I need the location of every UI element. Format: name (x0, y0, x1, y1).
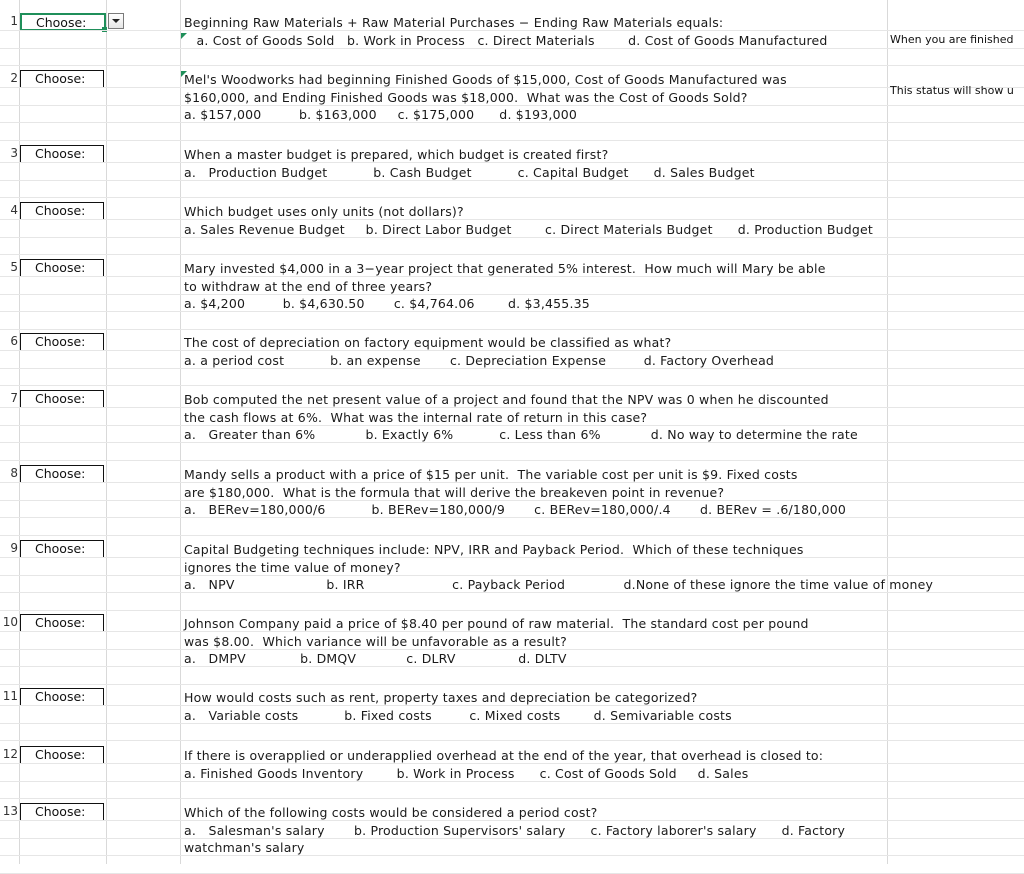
grid-line (0, 684, 1024, 685)
grid-line (0, 517, 1024, 518)
grid-line (0, 763, 1024, 764)
question-line: a. a period cost b. an expense c. Depreciation Expense d. Factory Overhead (184, 352, 775, 368)
question-text (184, 203, 896, 238)
grid-line (0, 162, 1024, 163)
grid-line (0, 311, 1024, 312)
answer-dropdown[interactable]: Choose: (20, 202, 104, 220)
row-number: 2 (10, 71, 18, 85)
grid-line (0, 592, 1024, 593)
grid-line (0, 838, 1024, 839)
answer-dropdown[interactable]: Choose: (20, 333, 104, 351)
grid-line (0, 575, 1024, 576)
question-line: the cash flows at 6%. What was the internal rate of return in this case? (184, 409, 648, 425)
grid-line (0, 254, 1024, 255)
question-prompt-line: Bob computed the net present value of a project and found that the NPV was 0 when he discounted (184, 392, 829, 407)
question-text (184, 334, 896, 369)
question-line: a. Sales Revenue Budget b. Direct Labor Budget c. Direct Materials Budget d. Production Budget (184, 221, 874, 237)
grid-line (0, 350, 1024, 351)
question-prompt-line: Beginning Raw Materials + Raw Material Purchases − Ending Raw Materials equals: (184, 15, 724, 30)
grid-line (0, 48, 1024, 49)
answer-dropdown[interactable]: Choose: (20, 70, 104, 88)
question-text (184, 689, 896, 724)
grid-line (0, 237, 1024, 238)
question-line: $160,000, and Ending Finished Goods was $18,000. What was the Cost of Goods Sold? (184, 89, 748, 105)
grid-line (0, 105, 1024, 106)
comment-indicator-icon[interactable] (181, 33, 187, 39)
grid-line (0, 180, 1024, 181)
grid-line (0, 631, 1024, 632)
answer-dropdown[interactable]: Choose: (20, 259, 104, 277)
grid-line (0, 798, 1024, 799)
question-line: a. Greater than 6% b. Exactly 6% c. Less than 6% d. No way to determine the rate (184, 427, 858, 442)
grid-line (0, 666, 1024, 667)
question-text (184, 146, 896, 181)
answer-dropdown[interactable]: Choose: (20, 746, 104, 764)
question-text (184, 71, 896, 124)
comment-indicator-icon[interactable] (181, 71, 187, 77)
question-prompt-line: Capital Budgeting techniques include: NPV, IRR and Payback Period. Which of these techniques (184, 542, 804, 557)
grid-line (0, 219, 1024, 220)
question-text (184, 466, 896, 519)
question-text (184, 391, 896, 444)
grid-line (0, 425, 1024, 426)
grid-line (0, 122, 1024, 123)
answer-dropdown[interactable]: Choose: (20, 390, 104, 408)
row-number: 7 (10, 391, 18, 405)
grid-line (0, 820, 1024, 821)
answer-dropdown[interactable]: Choose: (20, 540, 104, 558)
question-prompt-line: Mandy sells a product with a price of $15 per unit. The variable cost per unit is $9. Fixed costs (184, 467, 798, 482)
row-number: 9 (10, 541, 18, 555)
question-prompt-line: Johnson Company paid a price of $8.40 per pound of raw material. The standard cost per pound (184, 616, 809, 631)
answer-dropdown[interactable]: Choose: (20, 465, 104, 483)
question-line: watchman's salary (184, 840, 305, 855)
row-number: 3 (10, 146, 18, 160)
grid-line (0, 140, 1024, 141)
question-line: a. Cost of Goods Sold b. Work in Process c. Direct Materials d. Cost of Goods Manufactured (184, 32, 828, 48)
column-divider (19, 0, 20, 864)
question-prompt-line: Mary invested $4,000 in a 3−year project that generated 5% interest. How much will Mary be able (184, 261, 826, 276)
answer-dropdown[interactable]: Choose: (20, 614, 104, 632)
question-line: ignores the time value of money? (184, 559, 401, 575)
answer-dropdown[interactable]: Choose: (20, 803, 104, 821)
column-divider (106, 0, 107, 864)
question-prompt-line: How would costs such as rent, property taxes and depreciation be categorized? (184, 690, 698, 705)
grid-line (0, 442, 1024, 443)
question-line: are $180,000. What is the formula that will derive the breakeven point in revenue? (184, 484, 725, 500)
grid-line (0, 368, 1024, 369)
grid-line (0, 460, 1024, 461)
status-note-line1: When you are finished (890, 33, 1014, 46)
row-number: 5 (10, 260, 18, 274)
dropdown-arrow-button[interactable] (108, 13, 124, 29)
question-prompt-line: If there is overapplied or underapplied overhead at the end of the year, that overhead is closed to: (184, 748, 824, 763)
grid-line (0, 610, 1024, 611)
question-text (184, 747, 896, 782)
status-note (890, 0, 1024, 116)
grid-line (0, 781, 1024, 782)
grid-line (0, 65, 1024, 66)
grid-line (0, 873, 1024, 874)
question-line: to withdraw at the end of three years? (184, 278, 433, 294)
question-line: a. Variable costs b. Fixed costs c. Mixed costs d. Semivariable costs (184, 707, 732, 723)
question-line: a. $4,200 b. $4,630.50 c. $4,764.06 d. $3,455.35 (184, 296, 590, 311)
grid-line (0, 407, 1024, 408)
grid-line (0, 294, 1024, 295)
status-note-line2: This status will show u (890, 84, 1014, 97)
question-text (184, 804, 896, 857)
grid-line (0, 197, 1024, 198)
question-prompt-line: Which budget uses only units (not dollars)? (184, 204, 464, 219)
question-prompt-line: The cost of depreciation on factory equipment would be classified as what? (184, 335, 672, 350)
chevron-down-icon (112, 19, 120, 23)
question-line: a. Production Budget b. Cash Budget c. Capital Budget d. Sales Budget (184, 164, 755, 180)
question-line: a. BERev=180,000/6 b. BERev=180,000/9 c. BERev=180,000/.4 d. BERev = .6/180,000 (184, 502, 847, 517)
question-line: was $8.00. Which variance will be unfavorable as a result? (184, 633, 567, 649)
grid-line (0, 705, 1024, 706)
grid-line (0, 87, 1024, 88)
row-number: 8 (10, 466, 18, 480)
question-text (184, 260, 896, 313)
answer-dropdown[interactable]: Choose: (20, 688, 104, 706)
question-text (184, 541, 934, 594)
grid-line (0, 30, 1024, 31)
grid-line (0, 329, 1024, 330)
question-line: a. DMPV b. DMQV c. DLRV d. DLTV (184, 651, 567, 666)
column-divider (180, 0, 181, 864)
question-line: a. Salesman's salary b. Production Supervisors' salary c. Factory laborer's salary d. Factory (184, 822, 846, 838)
row-number: 13 (2, 804, 18, 818)
question-prompt-line: Mel's Woodworks had beginning Finished Goods of $15,000, Cost of Goods Manufactured was (184, 72, 787, 87)
grid-line (0, 500, 1024, 501)
question-line: a. $157,000 b. $163,000 c. $175,000 d. $193,000 (184, 107, 578, 122)
grid-line (0, 649, 1024, 650)
grid-line (0, 557, 1024, 558)
question-line: a. NPV b. IRR c. Payback Period d.None of these ignore the time value of money (184, 577, 934, 592)
grid-line (0, 723, 1024, 724)
row-number: 4 (10, 203, 18, 217)
row-number: 1 (10, 14, 18, 28)
question-prompt-line: Which of the following costs would be considered a period cost? (184, 805, 598, 820)
grid-line (0, 482, 1024, 483)
answer-dropdown[interactable]: Choose: (20, 13, 106, 31)
row-number: 11 (2, 689, 18, 703)
grid-line (0, 535, 1024, 536)
question-text (184, 14, 896, 49)
row-number: 6 (10, 334, 18, 348)
question-text (184, 615, 896, 668)
row-number: 12 (2, 747, 18, 761)
row-number: 10 (2, 615, 18, 629)
question-prompt-line: When a master budget is prepared, which budget is created first? (184, 147, 609, 162)
answer-dropdown[interactable]: Choose: (20, 145, 104, 163)
grid-line (0, 276, 1024, 277)
grid-line (0, 740, 1024, 741)
grid-line (0, 855, 1024, 856)
question-line: a. Finished Goods Inventory b. Work in Process c. Cost of Goods Sold d. Sales (184, 765, 749, 781)
grid-line (0, 385, 1024, 386)
